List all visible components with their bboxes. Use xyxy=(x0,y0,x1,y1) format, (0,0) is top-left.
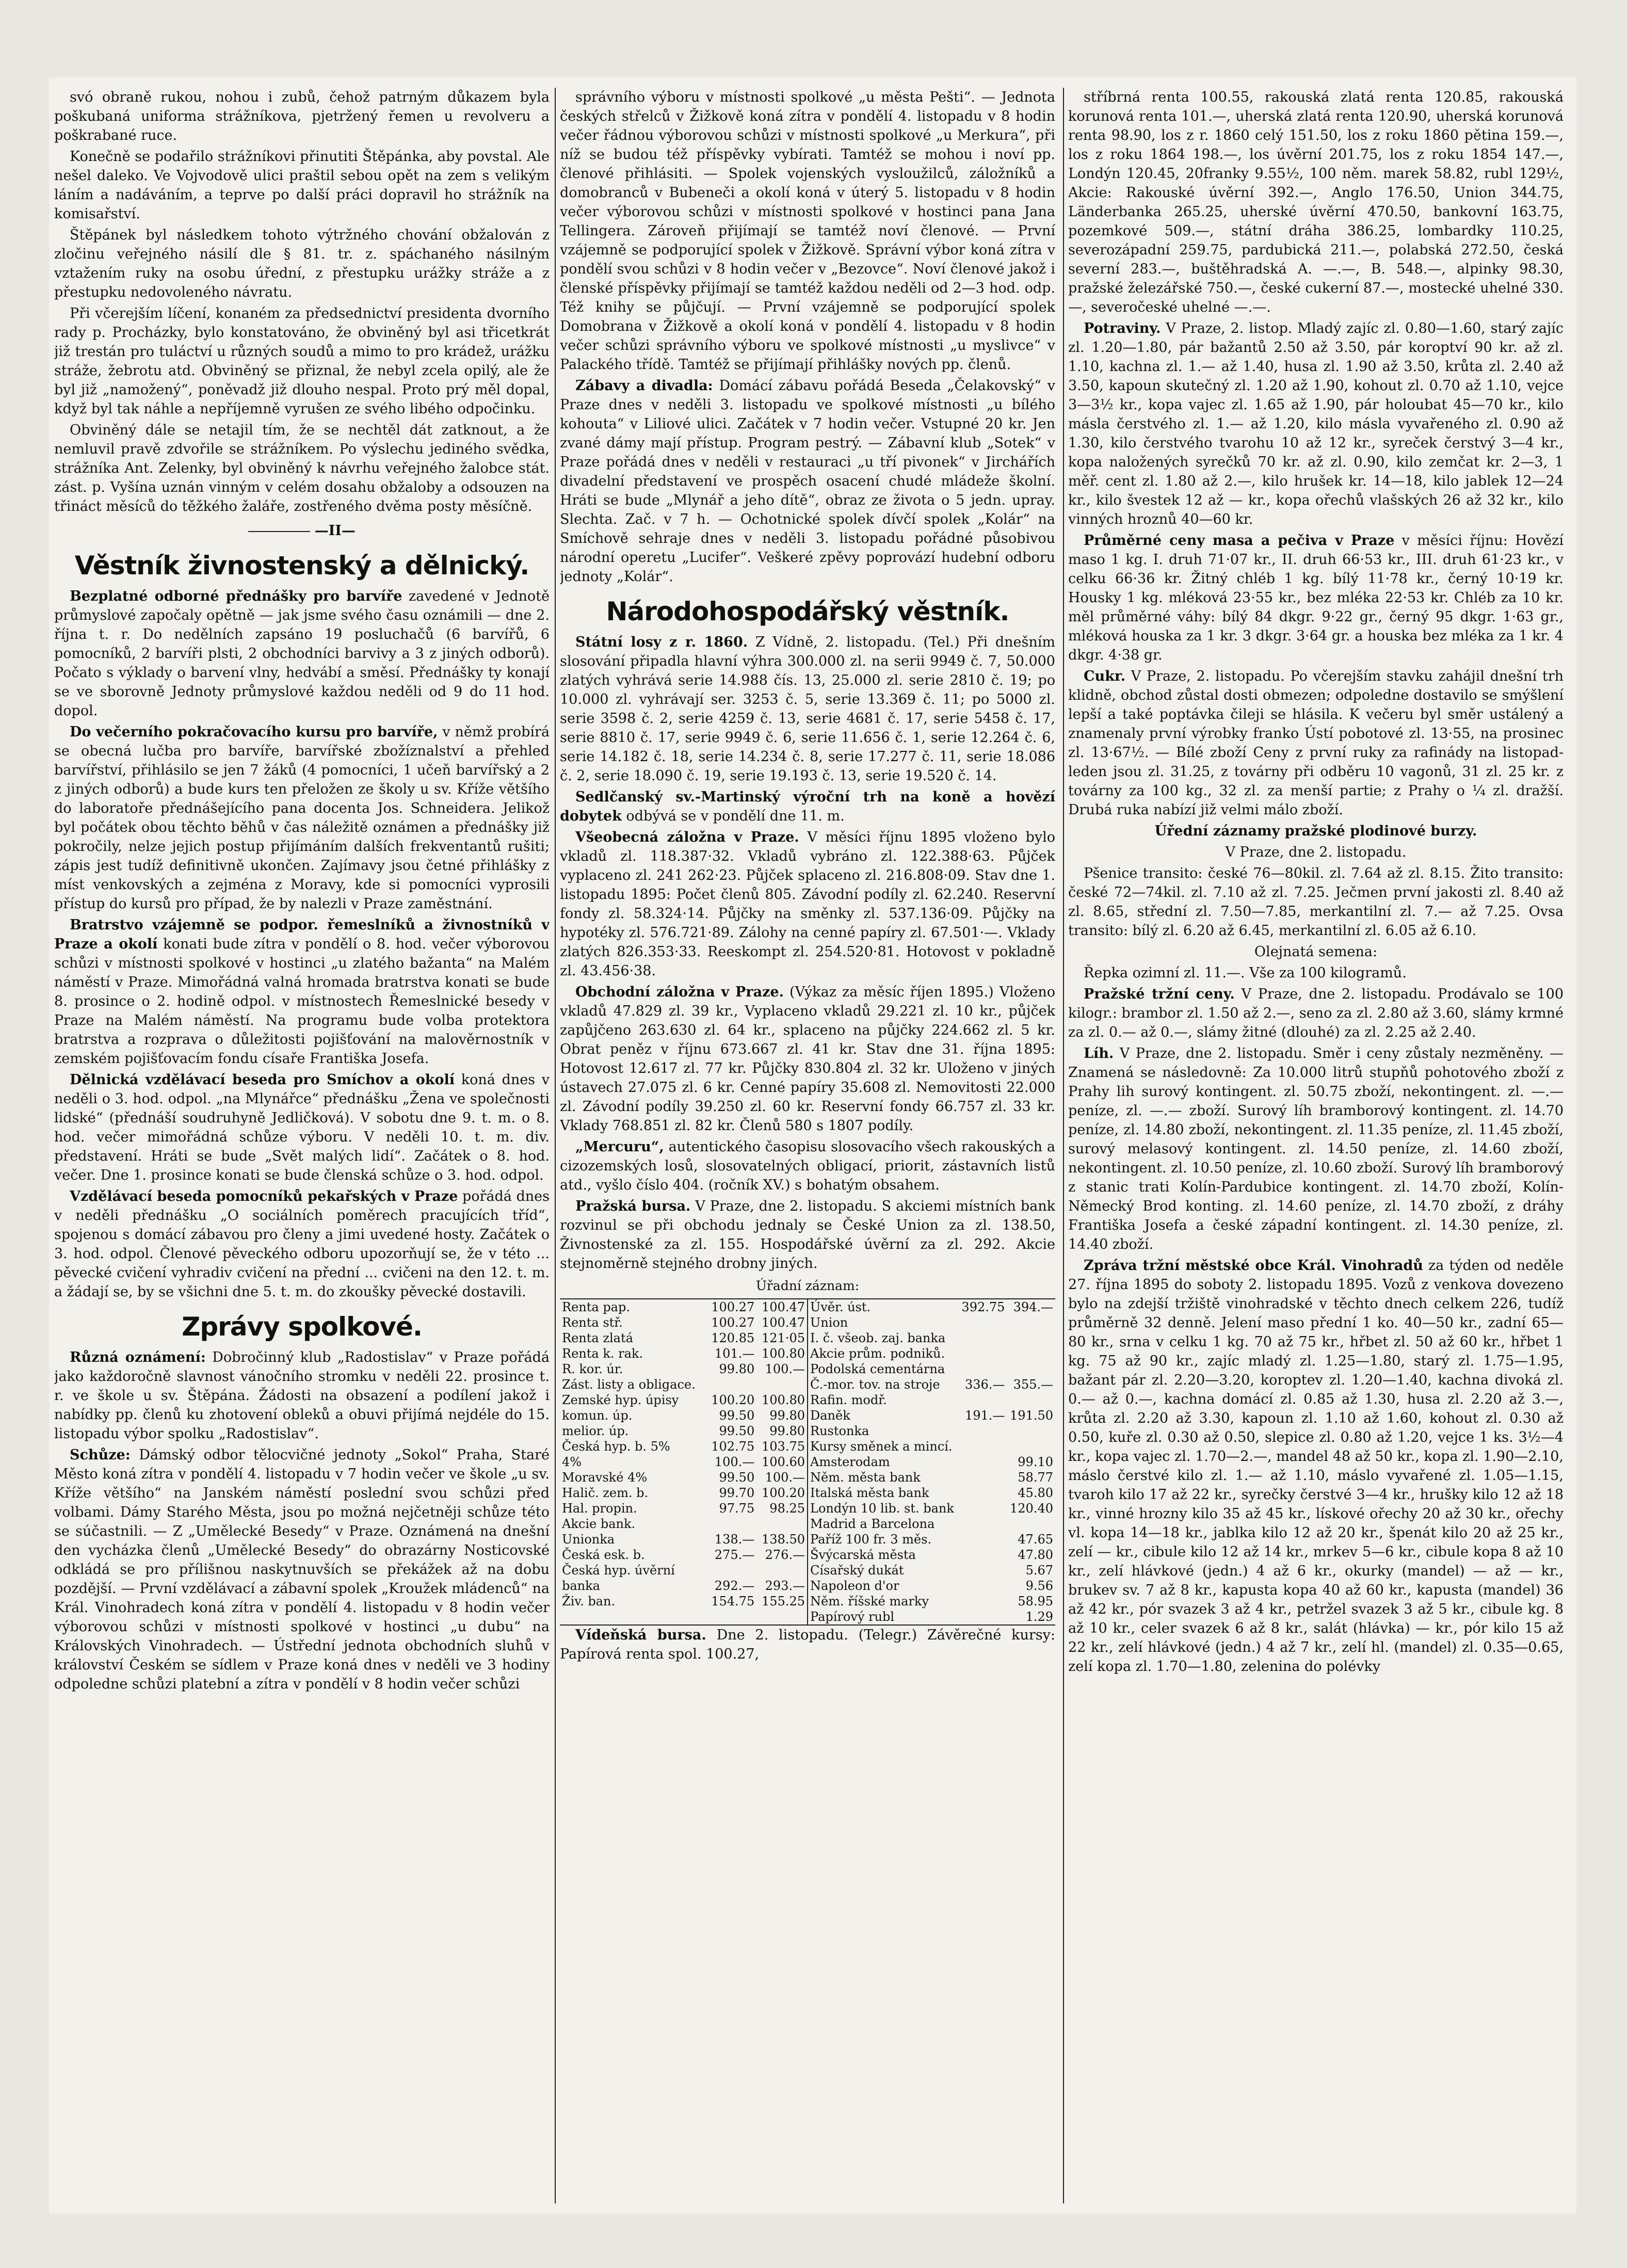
item-heading: Pražská bursa. xyxy=(575,1198,691,1214)
table-cell-value: 99.80 xyxy=(719,1362,755,1376)
table-cell-value xyxy=(959,1547,1007,1563)
table-cell-value xyxy=(959,1346,1007,1361)
table-row xyxy=(808,1501,1055,1516)
table-cell-value xyxy=(959,1315,1007,1330)
table-cell-label: banka xyxy=(562,1579,600,1593)
item-heading: Potraviny. xyxy=(1084,320,1161,336)
article-paragraph: Při včerejším líčení, konaném za předsednictví presidenta dvorního rady p. Procházky, bylo konstatováno, že obviněný byl asi třicetkrát již trestán pro tuláctví u různých soudů a mimo to pro krádež, urážku stráže, žebrotu atd. Obviněný se přiznal, že nebyl zcela opilý, ale že byl již „namožený“, poněvadž již dlouho nespal. Proto prý měl dopal, když byl tak náhle a nepříjemně vyrušen ze svého libého odpočinku. xyxy=(54,305,550,417)
table-cell-label: Moravské 4% xyxy=(562,1470,648,1485)
table-cell-value: 120.85 xyxy=(711,1331,755,1345)
item-heading: Průměrné ceny masa a pečiva v Praze xyxy=(1084,533,1395,549)
table-cell-label: Něm. města bank xyxy=(810,1470,921,1485)
article-paragraph: Dělnická vzdělávací beseda pro Smíchov a okolí koná dnes v neděli o 3. hod. odpol. „na Mlynářce“ přednášku „Žena ve společnosti lidské“ (přednáší soudruhyně Jedličková). V sobotu dne 9. t. m. o 8. hod. večer mimořádná schůze výboru. V neděli 10. t. m. div. představení. Hráti se bude „Svět malých lidí“. Začátek o 8. hod. večer. Dne 1. prosince konati se bude členská schůze o 3. hod. odpol. xyxy=(54,1072,550,1183)
rates-table-right xyxy=(808,1299,1055,1624)
table-cell-label: Hal. propin. xyxy=(562,1501,637,1516)
table-cell-value xyxy=(959,1609,1007,1624)
article-paragraph: svó obraně rukou, nohou i zubů, čehož patrným důkazem byla poškubaná uniforma strážníkova, pjetržený řemen u revolveru a poškrabané ruce. xyxy=(54,89,550,143)
table-row xyxy=(808,1439,1055,1454)
table-cell-value: 154.75 xyxy=(711,1594,755,1608)
table-row xyxy=(560,1439,807,1454)
table-cell-label: Něm. říšské marky xyxy=(810,1594,929,1608)
article-paragraph: Obviněný dále se netajil tím, že se nechtěl dát zatknout, a že nemluvil pravě zdvořile se strážníkem. Po výslechu jediného svědka, strážníka Ant. Zelenky, byl obviněný k návrhu veřejného žalobce stát. zást. p. Vyšína uznán vinným v celém dosahu obžaloby a odsouzen na třináct měsíců do těžkého žaláře, zostřeného dvěma posty měsíčně. xyxy=(54,422,550,514)
table-cell-value xyxy=(1007,1439,1055,1454)
item-heading: Schůze: xyxy=(70,1447,131,1463)
item-heading: Různá oznámení: xyxy=(70,1349,206,1365)
section-heading: Věstník živnostenský a dělnický. xyxy=(74,551,529,581)
table-row xyxy=(560,1532,807,1547)
column-divider xyxy=(1063,88,1064,2203)
table-cell-value xyxy=(959,1563,1007,1578)
table-cell-value: 99.70 xyxy=(719,1486,755,1500)
table-cell-value: 100.80 xyxy=(762,1346,805,1361)
article-paragraph: Štěpánek byl následkem tohoto výtržného chování obžalován z zločinu veřejného násilí dle § 81. tr. z. spáchaného násilným vztažením ruky na osobu úřední, z přestupku urážky stráže a z přestupku nedovoleného návratu. xyxy=(54,227,550,300)
column-1 xyxy=(54,88,550,2209)
table-cell-label: Londýn 10 lib. st. bank xyxy=(810,1501,954,1516)
article-paragraph: Průměrné ceny masa a pečiva v Praze v měsíci říjnu: Hovězí maso 1 kg. I. druh 71·07 kr., II. druh 66·53 kr., III. druh 61·23 kr., v celku 66·36 kr. Žitný chléb 1 kg. bílý 11·78 kr., černý 10·19 kr. Housky 1 kg. mléková 23·55 kr., bez mléka 22·53 kr. Chléb za 10 kr. měl průměrné váhy: bílý 84 dkgr. 9·22 gr., černý 95 dkgr. 1·63 gr., mléková houska za 1 kr. 3 dkgr. 3·64 gr. a houska bez mléka za 1 kr. 4 dkgr. 4·38 gr. xyxy=(1068,533,1564,663)
table-cell-value xyxy=(959,1594,1007,1609)
table-cell-value: 102.75 xyxy=(711,1439,755,1454)
subheading: Olejnatá semena: xyxy=(1254,944,1378,960)
dateline: V Praze, dne 2. listopadu. xyxy=(1225,844,1407,860)
article-paragraph: Pražská bursa. V Praze, dne 2. listopadu. S akciemi místních bank rozvinul se při obchodu jednaly se České Union za zl. 138.50, Živnostenské za zl. 155. Hospodářské úvěrní za zl. 292. Akcie stejnoměrně stejného drobny jiných. xyxy=(560,1198,1055,1272)
table-cell-label: Renta k. rak. xyxy=(562,1346,643,1361)
table-cell-value xyxy=(756,1563,807,1578)
table-cell-label: komun. úp. xyxy=(562,1408,633,1423)
table-cell-value xyxy=(756,1377,807,1392)
table-row xyxy=(808,1346,1055,1361)
table-row xyxy=(808,1392,1055,1408)
table-cell-value: 45.80 xyxy=(1018,1486,1053,1500)
table-cell-value: 355.— xyxy=(1013,1377,1053,1392)
item-heading: Státní losy z r. 1860. xyxy=(575,634,748,650)
table-cell-label: Renta zlatá xyxy=(562,1331,633,1345)
table-cell-value: 99.50 xyxy=(719,1424,755,1438)
table-cell-label: Akcie prům. podniků. xyxy=(810,1346,945,1361)
table-cell-value: 191.— xyxy=(964,1408,1005,1423)
table-row xyxy=(560,1361,807,1377)
table-cell-value: 100.27 xyxy=(711,1315,755,1330)
table-cell-label: Švýcarská města xyxy=(810,1548,916,1562)
item-heading: Pražské tržní ceny. xyxy=(1084,986,1235,1002)
table-cell-label: Rafin. modř. xyxy=(810,1393,887,1407)
table-cell-label: melior. úp. xyxy=(562,1424,629,1438)
table-cell-label: Živ. ban. xyxy=(562,1594,616,1608)
item-heading: Vzdělávací beseda pomocníků pekařských v Praze xyxy=(70,1188,458,1204)
table-cell-label: Česká hyp. úvěrní xyxy=(562,1563,675,1578)
rates-table-title: Úřadní záznam: xyxy=(755,1278,860,1293)
table-cell-value: 99.10 xyxy=(1018,1455,1053,1469)
item-heading: Do večerního pokračovacího kursu pro barvíře, xyxy=(70,724,438,740)
article-paragraph: Pšenice transito: české 76—80kil. zl. 7.64 až zl. 8.15. Žito transito: české 72—74kil. zl. 7.10 až zl. 7.25. Ječmen první jakosti zl. 8.40 až zl. 8.65, střední zl. 7.50—7.85, merkantilní zl. 7.— až 7.25. Ovsa transito: bílý zl. 6.20 až 6.45, merkantilní zl. 6.05 až 6.10. xyxy=(1068,865,1564,939)
table-row xyxy=(560,1346,807,1361)
item-heading: „Mercuru“, xyxy=(575,1139,664,1155)
item-heading: Bezplatné odborné přednášky pro barvíře xyxy=(70,588,402,604)
table-row xyxy=(808,1315,1055,1330)
table-row xyxy=(808,1423,1055,1439)
table-cell-value: 58.77 xyxy=(1018,1470,1053,1485)
table-cell-value: 58.95 xyxy=(1018,1594,1053,1608)
table-cell-label: Č.-mor. tov. na stroje xyxy=(810,1377,940,1392)
table-cell-value xyxy=(1007,1361,1055,1377)
newspaper-page xyxy=(49,77,1576,2214)
table-cell-value: 155.25 xyxy=(762,1594,805,1608)
table-cell-value xyxy=(706,1563,756,1578)
table-cell-label: Úvěr. úst. xyxy=(810,1300,871,1314)
table-cell-value xyxy=(959,1470,1007,1485)
table-row xyxy=(560,1470,807,1485)
table-cell-value: 98.25 xyxy=(769,1501,805,1516)
item-heading: Úřední záznamy pražské plodinové burzy. xyxy=(1154,823,1477,839)
table-cell-value xyxy=(706,1377,756,1392)
article-paragraph: Bratrstvo vzájemně se podpor. řemeslníků a živnostníků v Praze a okolí konati bude zítra v pondělí o 8. hod. večer výborovou schůzi v místnosti spolkové v hostinci „u zlatého bažanta“ na Malém náměstí v Praze. Mimořádná valná hromada bratrstva konati se bude 8. prosince o 2. hodině odpol. v místnostech Řemeslnické besedy v Praze na Malém náměstí. Na programu bude volba protektora bratrstva a rozprava o důležitosti pojišťování na malověrnostník v zemském pojišťovacím fondu císaře Františka Josefa. xyxy=(54,917,550,1067)
table-row xyxy=(560,1423,807,1439)
table-cell-value xyxy=(959,1578,1007,1594)
article-paragraph: Sedlčanský sv.-Martinský výroční trh na koně a hovězí dobytek odbývá se v pondělí dne 11. m. xyxy=(560,789,1055,824)
table-cell-value: 100.27 xyxy=(711,1300,755,1314)
article-paragraph: Líh. V Praze, dne 2. listopadu. Směr i ceny zůstaly nezměněny. — Znamená se následovně: Za 10.000 litrů stupňů pohotového zboží z Prahy lih surový kontingent. zl. 50.75 zboží, nekontingent. zl. —.— peníze, zl. —.— zboží. Surový líh bramborový kontingent. zl. 14.70 peníze, zl. 14.80 zboží, nekontingent. zl. 11.35 peníze, zl. 11.45 zboží, surový melasový kontingent. zl. 14.50 peníze, zl. 14.60 zboží, nekontingent. zl. 10.50 peníze, zl. 10.60 zboží. Surový líh bramborový z stanic trati Kolín-Pardubice kontingent. zl. 14.70 zboží, Kolín-Německý Brod konting. zl. 14.60 peníze, zl. 14.70 zboží, z dráhy Františka Josefa a české západní kontingent. zl. 14.30 peníze, zl. 14.40 zboží. xyxy=(1068,1045,1564,1252)
table-cell-value: 276.— xyxy=(765,1548,805,1562)
table-cell-value: 47.80 xyxy=(1018,1548,1053,1562)
table-row xyxy=(808,1330,1055,1346)
article-paragraph: Obchodní záložna v Praze. (Výkaz za měsíc říjen 1895.) Vloženo vkladů 47.829 zl. 39 kr., Vyplaceno vkladů 29.221 zl. 10 kr., půjček zapůjčeno 263.630 zl. 64 kr., splaceno na půjčky 224.662 zl. 5 kr. Obrat peněz v říjnu 673.667 zl. 41 kr. Stav dne 31. října 1895: Hotovost 12.617 zl. 77 kr. Půjčky 830.804 zl. 32 kr. Uloženo v jiných ústavech 27.075 zl. 6 kr. Cenné papíry 35.608 zl. Nemovitosti 22.000 zl. Závodní podíly 39.250 zl. 60 kr. Reservní fondy 66.757 zl. 33 kr. Vklady 768.851 zl. 82 kr. Členů 580 s 1807 podíly. xyxy=(560,984,1055,1134)
table-row xyxy=(808,1470,1055,1485)
article-paragraph: Bezplatné odborné přednášky pro barvíře zavedené v Jednotě průmyslové započaly opětně — jak jsme svého času oznámili — dne 2. října t. r. Do nedělních zapsáno 19 posluchačů (6 barvířů, 6 pomocníků, 2 barvíři plsti, 2 obchodníci barvivy a 3 z jiných odborů). Počato s výklady o barvení vlny, hedvábí a směsí. Přednášky ty konají se ve sborovně Jednoty průmyslové každou neděli od 9 do 11 hod. dopol. xyxy=(54,588,550,719)
table-cell-label: Halič. zem. b. xyxy=(562,1486,649,1500)
table-cell-label: Císařský dukát xyxy=(810,1563,904,1578)
article-paragraph: Státní losy z r. 1860. Z Vídně, 2. listopadu. (Tel.) Při dnešním slosování připadla hlavní výhra 300.000 zl. na serii 9949 č. 7, 50.000 zlatých vyhrává serie 14.988 čís. 13, 25.000 zl. serie 2810 č. 19; po 10.000 zl. vyhrávají ser. 3253 č. 5, serie 13.369 č. 11; po 5000 zl. serie 3598 č. 2, serie 4259 č. 13, serie 4681 č. 17, serie 5458 č. 17, serie 8810 č. 17, serie 9949 č. 6, serie 11.656 č. 1, serie 12.264 č. 6, serie 14.182 č. 18, serie 14.234 č. 8, serie 17.277 č. 11, serie 18.086 č. 2, serie 18.090 č. 19, serie 19.193 č. 13, serie 19.520 č. 14. xyxy=(560,634,1055,784)
table-row xyxy=(560,1454,807,1470)
table-cell-label: Unionka xyxy=(562,1532,615,1547)
table-row xyxy=(808,1454,1055,1470)
item-heading: Cukr. xyxy=(1084,668,1125,684)
table-cell-label: 4% xyxy=(562,1455,582,1469)
article-paragraph: správního výboru v místnosti spolkové „u města Pešti“. — Jednota českých střelců v Žižkově koná zítra v pondělí 4. listopadu v 8 hodin večer řádnou výborovou schůzi v místnosti spolkové „u Merkura“, při níž se budou též příspěvky vybírati. Tamtéž se mohou i noví pp. členové přihlásiti. — Spolek vojenských vysloužilců, záložníků a domobranců v Bubeneči a okolí koná v úterý 5. listopadu v 8 hodin večer výborovou schůzi v místnosti spolkové v hostinci pana Jana Tellingera. Zároveň přijímají se tamtéž noví členové. — První vzájemně se podporující spolek v Žižkově. Správní výbor koná zítra v pondělí svou schůzi v 8 hodin večer v „Bezovce“. Noví členové jakož i členské příspěvky přijímají se tamtéž každou neděli od 2—3 hod. odp. Též knihy se půjčují. — První vzájemně se podporující spolek Domobrana v Žižkově a okolí koná v pondělí 4. listopadu v 8 hodin večer schůzi správního výboru ve spolkové místnosti „u myslivce“ v Palackého třídě. Tamtéž se přijímají přihlášky nových pp. členů. xyxy=(560,89,1055,373)
table-row xyxy=(560,1408,807,1423)
table-cell-value xyxy=(959,1485,1007,1501)
table-cell-label: Zemské hyp. úpisy xyxy=(562,1393,679,1407)
table-row xyxy=(560,1377,807,1392)
item-heading: Obchodní záložna v Praze. xyxy=(575,984,784,1000)
table-cell-value xyxy=(959,1501,1007,1516)
table-cell-label: Union xyxy=(810,1315,848,1330)
table-cell-label: Paříž 100 fr. 3 měs. xyxy=(810,1532,932,1547)
table-cell-label: Česká esk. b. xyxy=(562,1548,645,1562)
article-paragraph: Cukr. V Praze, 2. listopadu. Po včerejším stavku zahájil dnešní trh klidně, obchod zůstal dosti obmezen; odpoledne dostavilo se smýšlení lepší a také poptávka čileji se hlásila. K večeru byl směr ustálený a znamenaly první výrobky franko Ústí pobotové zl. 13·55, na prosinec zl. 13·67½. — Bílé zboží Ceny z první ruky za rafinády na listopad-leden jsou zl. 31.25, z továrny při odběru 10 vagonů, 31 zl. 25 kr. z továrny za 100 kg., 32 zl. za menší partie; z Prahy o ¼ zl. dražší. Drubá ruka nabízí již velmi málo zboží. xyxy=(1068,668,1564,818)
table-cell-label: R. kor. úr. xyxy=(562,1362,623,1376)
table-cell-label: Podolská cementárna xyxy=(810,1362,945,1376)
article-paragraph: Řepka ozimní zl. 11.—. Vše za 100 kilogramů. xyxy=(1084,965,1407,981)
table-cell-value: 292.— xyxy=(714,1579,755,1593)
item-heading: Zábavy a divadla: xyxy=(575,378,713,394)
table-cell-value: 101.— xyxy=(714,1346,755,1361)
table-cell-label: Madrid a Barcelona xyxy=(810,1517,935,1531)
table-cell-value: 191.50 xyxy=(1010,1408,1053,1423)
item-heading: Zpráva tržní městské obce Král. Vinohradů xyxy=(1084,1258,1423,1274)
table-cell-value: 120.40 xyxy=(1010,1501,1053,1516)
article-paragraph: Do večerního pokračovacího kursu pro barvíře, v němž probírá se obecná lučba pro barvíře, barvířské zbožíznalství a přehled barvířství, přihlásilo se jen 7 žáků (4 pomocníci, 1 učeň barvířský a 2 z jiných odborů) a bude kurs ten přeložen ze školy u sv. Kříže většího do laboratoře přednášejícího pana docenta Jos. Schneidera. Jelikož byl počátek obou těchto běhů v čas náležitě oznámen a přednášky již pokročily, nelze jejich postup přijímáním dalších frekventantů rušiti; zápis jest tudíž definitivně ukončen. Zajímavy jsou četné přihlášky z míst venkovských a zejména z Moravy, kde si pomocníci vyprosili přístup do kursů pro případ, že by nalezli v Praze zaměstnání. xyxy=(54,724,550,912)
table-cell-label: Česká hyp. b. 5% xyxy=(562,1439,670,1454)
table-cell-value xyxy=(959,1516,1007,1532)
table-cell-value: 336.— xyxy=(964,1377,1005,1392)
article-paragraph: Konečně se podařilo strážníkovi přinutiti Štěpánka, aby povstal. Ale nešel daleko. Ve Vojvodově ulici praštil sebou opět na zem s velikým láním a nadáváním, a teprve po další práci dopravil ho strážník na komisařství. xyxy=(54,149,550,222)
table-row xyxy=(560,1315,807,1330)
section-heading: Národohospodářský věstník. xyxy=(606,597,1009,626)
table-row xyxy=(808,1594,1055,1609)
rates-table-left xyxy=(560,1299,807,1609)
table-cell-value xyxy=(1007,1330,1055,1346)
table-cell-value: 275.— xyxy=(714,1548,755,1562)
table-cell-label: Amsterodam xyxy=(810,1455,890,1469)
table-cell-value: 100.80 xyxy=(762,1393,805,1407)
table-cell-value: 100.— xyxy=(714,1455,755,1469)
table-cell-label: Zást. listy a obligace. xyxy=(562,1377,696,1392)
article-paragraph: Zábavy a divadla: Domácí zábavu pořádá Beseda „Čelakovský“ v Praze dnes v neděli 3. listopadu ve spolkové místnosti „u bílého kohouta“ v Liliové ulici. Začátek v 7 hodin večer. Vstupné 20 kr. Jen zvané dámy mají přístup. Program pestrý. — Zábavní klub „Sotek“ v Praze pořádá dnes v neděli v restauraci „u tří pivonek“ v Jirchářích divadelní představení ve prospěch osacení chudé mládeže školní. Hráti se bude „Mlynář a jeho dítě“, obraz ze života o 5 jedn. upray. Slechta. Zač. v 7 h. — Ochotnické spolek dívčí spolek „Kolár“ na Smíchově sehraje dnes v neděli 3. listopadu pořádné působivou národní operetu „Lucifer“. Veškeré zpěvy poprovází hudební odboru jednoty „Kolár“. xyxy=(560,378,1055,585)
article-paragraph: stříbrná renta 100.55, rakouská zlatá renta 120.85, rakouská korunová renta 101.—, uherská zlatá renta 120.90, uherská korunová renta 98.90, los z r. 1860 celý 151.50, los z roku 1860 pětina 159.—, los z roku 1864 198.—, los úvěrní 201.75, los z roku 1854 147.—, Londýn 120.45, 20franky 9.55½, 100 něm. marek 58.82, rubl 129½, Akcie: Rakouské úvěrní 392.—, Anglo 176.50, Union 344.75, Länderbanka 265.25, uherské úvěrní 470.50, bankovní 163.75, pozemkové 509.—, státní dráha 386.25, lombardky 110.25, severozápadní 259.75, pardubická 211.—, polabská 272.50, česká severní 283.—, buštěhradská A. —.—, B. 548.—, alpinky 98.30, pražské železářské 750.—, české cukerní 87.—, mostecké uhelné 330.—, severočeské uhelné —.—. xyxy=(1068,89,1564,315)
table-cell-label: Rustonka xyxy=(810,1424,869,1438)
item-heading: Líh. xyxy=(1084,1045,1114,1061)
table-row xyxy=(808,1563,1055,1578)
table-cell-value: 9.56 xyxy=(1025,1579,1053,1593)
table-row xyxy=(560,1547,807,1563)
table-cell-value xyxy=(959,1532,1007,1547)
article-paragraph: Vídeňská bursa. Dne 2. listopadu. (Telegr.) Závěrečné kursy: Papírová renta spol. 100.27, xyxy=(560,1627,1055,1662)
table-cell-value: 99.50 xyxy=(719,1408,755,1423)
table-cell-label: Napoleon d'or xyxy=(810,1579,899,1593)
table-row xyxy=(808,1361,1055,1377)
item-heading: Vídeňská bursa. xyxy=(575,1627,706,1643)
table-cell-value: 293.— xyxy=(765,1579,805,1593)
table-cell-value xyxy=(1007,1315,1055,1330)
table-cell-value: 103.75 xyxy=(762,1439,805,1454)
table-cell-value xyxy=(959,1454,1007,1470)
table-cell-value: 99.80 xyxy=(769,1424,805,1438)
rates-table xyxy=(560,1298,1055,1626)
article-paragraph: „Mercuru“, autentického časopisu slosovacího všech rakouských a cizozemských losů, slosovatelných obligací, priorit, zástavních listů atd., vyšlo číslo 404. (ročník XV.) s bohatým obsahem. xyxy=(560,1139,1055,1193)
table-cell-value: 394.— xyxy=(1013,1300,1053,1314)
table-cell-value xyxy=(1007,1516,1055,1532)
article-paragraph: Potraviny. V Praze, 2. listop. Mladý zajíc zl. 0.80—1.60, starý zajíc zl. 1.20—1.80, pár bažantů 2.50 až 3.50, pár koroptví 90 kr. až zl. 1.10, kachna zl. 1.— až 1.40, husa zl. 1.90 až 3.50, krůta zl. 2.40 až 3.50, kapoun skutečný zl. 1.20 až 1.90, kohout zl. 0.70 až 1.10, vejce 3—3½ kr., kopa vajec zl. 1.65 až 1.90, pár holoubat 45—70 kr., kilo másla čerstvého zl. 1.— až 1.20, kilo másla vyvařeného zl. 0.90 až 1.30, kilo čerstvého tvarohu 10 až 12 kr., syreček čerstvý 3—4 kr., kopa naložených syrečků 70 kr. až zl. 0.90, kilo zemčat kr. 2—3, 1 měř. cent zl. 1.80 až 2.—, kilo hrušek kr. 14—18, kilo jablek 12—24 kr., kilo švestek 12 až — kr., kopa ořechů vlašských 26 až 32 kr., kilo vinných hroznů 40—60 kr. xyxy=(1068,320,1564,527)
table-row xyxy=(560,1578,807,1594)
table-cell-value: 138.50 xyxy=(762,1532,805,1547)
table-cell-value xyxy=(1007,1423,1055,1439)
column-2 xyxy=(560,88,1055,2209)
table-cell-value xyxy=(959,1330,1007,1346)
table-cell-value: 100.20 xyxy=(762,1486,805,1500)
table-row xyxy=(560,1516,807,1532)
table-cell-label: Kursy směnek a mincí. xyxy=(810,1439,953,1454)
table-cell-value xyxy=(756,1516,807,1532)
table-cell-label: Akcie bank. xyxy=(562,1517,636,1531)
article-paragraph: Všeobecná záložna v Praze. V měsíci říjnu 1895 vloženo bylo vkladů zl. 118.387·32. Vkladů vybráno zl. 122.388·63. Půjček vyplaceno zl. 241 262·23. Půjček splaceno zl. 216.808·09. Stav dne 1. listopadu 1895: Počet členů 805. Závodní podíly zl. 62.240. Reservní fondy zl. 58.324·14. Půjčky na směnky zl. 537.136·09. Půjčky na hypotéky zl. 576.721·89. Zálohy na cenné papíry zl. 67.501·—. Vklady zlatých 826.353·33. Reeskompt zl. 254.520·81. Hotovost v pokladně zl. 43.456·38. xyxy=(560,829,1055,979)
table-cell-value: 100.60 xyxy=(762,1455,805,1469)
author-signature: —II— xyxy=(314,523,356,539)
article-paragraph: Vzdělávací beseda pomocníků pekařských v Praze pořádá dnes v neděli přednášku „O sociálních poměrech pracujících tříd“, spojenou s domácí zábavou pro členy a jimi uvedené hosty. Začátek o 3. hod. odpol. Členové pěveckého odboru upozorňují se, že v této ... pěvecké cvičení vyhradiv cvičení na přední ... cvičeni na den 12. t. m. a žádají se, by se všichni dne 5. t. m. do zkoušky pěvecké dostavili. xyxy=(54,1188,550,1300)
table-cell-value: 47.65 xyxy=(1018,1532,1053,1547)
table-cell-value: 100.20 xyxy=(711,1393,755,1407)
table-cell-label: Renta pap. xyxy=(562,1300,630,1314)
table-row xyxy=(808,1377,1055,1392)
table-cell-value xyxy=(959,1423,1007,1439)
table-cell-label: Papírový rubl xyxy=(810,1610,895,1624)
table-row xyxy=(560,1501,807,1516)
item-heading: Všeobecná záložna v Praze. xyxy=(575,829,799,845)
table-cell-value: 100.— xyxy=(765,1470,805,1485)
table-cell-value xyxy=(706,1516,756,1532)
table-row xyxy=(808,1485,1055,1501)
section-heading: Zprávy spolkové. xyxy=(182,1312,422,1342)
table-row xyxy=(808,1609,1055,1624)
table-row xyxy=(560,1594,807,1609)
table-cell-value: 1.29 xyxy=(1025,1610,1053,1624)
table-row xyxy=(560,1330,807,1346)
table-row xyxy=(560,1392,807,1408)
table-cell-value xyxy=(959,1361,1007,1377)
column-3 xyxy=(1068,88,1564,2209)
table-cell-label: I. č. všeob. zaj. banka xyxy=(810,1331,946,1345)
table-row xyxy=(808,1532,1055,1547)
table-row xyxy=(560,1485,807,1501)
table-cell-value: 138.— xyxy=(714,1532,755,1547)
table-row xyxy=(808,1408,1055,1423)
item-heading: Sedlčanský sv.-Martinský výroční trh na koně a hovězí dobytek xyxy=(560,789,1055,824)
item-heading: Bratrstvo vzájemně se podpor. řemeslníků a živnostníků v Praze a okolí xyxy=(54,917,550,952)
table-cell-label: Italská města bank xyxy=(810,1486,929,1500)
table-cell-label: Renta stř. xyxy=(562,1315,623,1330)
article-paragraph: Různá oznámení: Dobročinný klub „Radostislav“ v Praze pořádá jako každoročně slavnost vánočního stromku v neděli 22. prosince t. r. ve škole u sv. Štěpána. Žádosti na obsazení a podílení jakož i nabídky pp. členů ku zhotovení obleků a obuvi přijímá nejdéle do 15. listopadu výbor spolku „Radostislav“. xyxy=(54,1349,550,1442)
article-paragraph: Pražské tržní ceny. V Praze, dne 2. listopadu. Prodávalo se 100 kilogr.: brambor zl. 1.50 až 2.—, seno za zl. 2.80 až 3.60, slámy krmné za zl. 0.— až 0.—, slámy žitné (dlouhé) za zl. 2.25 až 2.40. xyxy=(1068,986,1564,1040)
table-row xyxy=(808,1299,1055,1315)
table-cell-value xyxy=(1007,1346,1055,1361)
table-cell-label: Daněk xyxy=(810,1408,850,1423)
table-cell-value: 99.80 xyxy=(769,1408,805,1423)
table-row xyxy=(560,1563,807,1578)
table-row xyxy=(808,1516,1055,1532)
table-row xyxy=(808,1547,1055,1563)
column-divider xyxy=(555,88,556,2203)
article-paragraph: Schůze: Dámský odbor tělocvičné jednoty „Sokol“ Praha, Staré Město koná zítra v pondělí 4. listopadu v 7 hodin večer ve škole „u sv. Kříže většího“ na Janském náměstí poslední svou schůzi před volbami. Dámy Starého Města, jsou po možná nejčetněji schůze této se súčastnili. — Z „Umělecké Besedy“ v Praze. Oznámená na dnešní den vycházka členů „Umělecké Besedy“ do obrazárny Nosticovské odkládá se pro přílišnou naskytnuvších se překážek až na dobu pozdější. — První vzdělávací a zábavní spolek „Kroužek mládenců“ na Král. Vinohradech koná zítra v pondělí 4. listopadu v 8 hodin večer výborovou schůzi v místnosti spolkové v hostinci „u dubu“ na Královských Vinohradech. — Ústřední jednota obchodních sluhů v království Českém se sídlem v Praze koná dnes v neděli ve 3 hodiny odpoledne schůzi platební a zítra v pondělí v 8 hodin večer schůzi xyxy=(54,1447,550,1692)
table-cell-value: 5.67 xyxy=(1025,1563,1053,1578)
table-cell-value: 100.47 xyxy=(762,1315,805,1330)
table-cell-value xyxy=(959,1439,1007,1454)
item-heading: Dělnická vzdělávací beseda pro Smíchov a okolí xyxy=(70,1072,455,1088)
table-cell-value: 100.47 xyxy=(762,1300,805,1314)
table-cell-value xyxy=(959,1392,1007,1408)
table-cell-value: 100.— xyxy=(765,1362,805,1376)
article-paragraph: Zpráva tržní městské obce Král. Vinohradů za týden od neděle 27. října 1895 do soboty 2. listopadu 1895. Vozů z venkova dovezeno bylo na zdejší tržiště vinohradské v těchto dnech celkem 226, tudíž průměrně 32 denně. Jelení maso přední 1 ko. 40—50 kr., zadní 65—80 kr., srna v celku 1 kg. 70 až 75 kr., hřbet zl. 50 až 60 kr., hřbet 1 kg. 75 až 90 kr., zajíc mladý zl. 1.25—1.80, starý zl. 1.75—1.95, bažant pár zl. 2.20—3.20, koroptev zl. 1.20—1.40, kachna divoká zl. 0.— až 0.—, kachna domácí zl. 0.85 až 1.30, husa zl. 2.20 až 3.—, krůta zl. 2.20 až 3.30, kapoun zl. 1.10 až 1.60, kohout zl. 0.30 až 0.50, kuře zl. 0.30 až 0.50, slepice zl. 0.80 až 1.20, vejce 1 ks. 3½—4 kr., kopa vajec zl. 1.70—2.—, mandel 48 až 50 kr., kopa zl. 1.90—2.10, máslo čerstvé kilo zl. 1.— až 1.10, máslo vyvařené zl. 1.05—1.15, tvaroh kilo 17 až 22 kr., syrečky čerstvé 3—4 kr., hrušky kilo 12 až 18 kr., vinné hrozny kilo 35 až 45 kr., lískové ořechy 20 až 30 kr., ořechy vl. kopa 14—18 kr., jablka kilo 12 až 20 kr., špenát kilo 20 až 25 kr., zelí — kr., cibule kilo 12 až 14 kr., mrkev 5—6 kr., cibule kopa 8 až 10 kr., zelí hlávkové (jedn.) 4 až 6 kr., okurky (mandel) — až — kr., brukev sv. 7 až 8 kr., kapusta kopa 40 až 60 kr., kapusta (mandel) 36 až 42 kr., pór svazek 3 až 4 kr., petržel svazek 3 až 5 kr., cibule kg. 8 až 10 kr., celer svazek 6 až 8 kr., salát (hlávka) — kr., pór kilo 15 až 22 kr., zelí hlávkové (jedn.) 4 až 7 kr., zelí hl. (mandel) zl. 0.35—0.65, zelí kopa zl. 1.70—1.80, zelenina do polévky xyxy=(1068,1258,1564,1675)
table-cell-value: 99.50 xyxy=(719,1470,755,1485)
table-cell-value xyxy=(1007,1392,1055,1408)
table-row xyxy=(560,1299,807,1315)
table-row xyxy=(808,1578,1055,1594)
table-cell-value: 121·05 xyxy=(762,1331,805,1345)
table-cell-value: 392.75 xyxy=(961,1300,1005,1314)
table-cell-value: 97.75 xyxy=(719,1501,755,1516)
article-separator xyxy=(54,521,550,540)
